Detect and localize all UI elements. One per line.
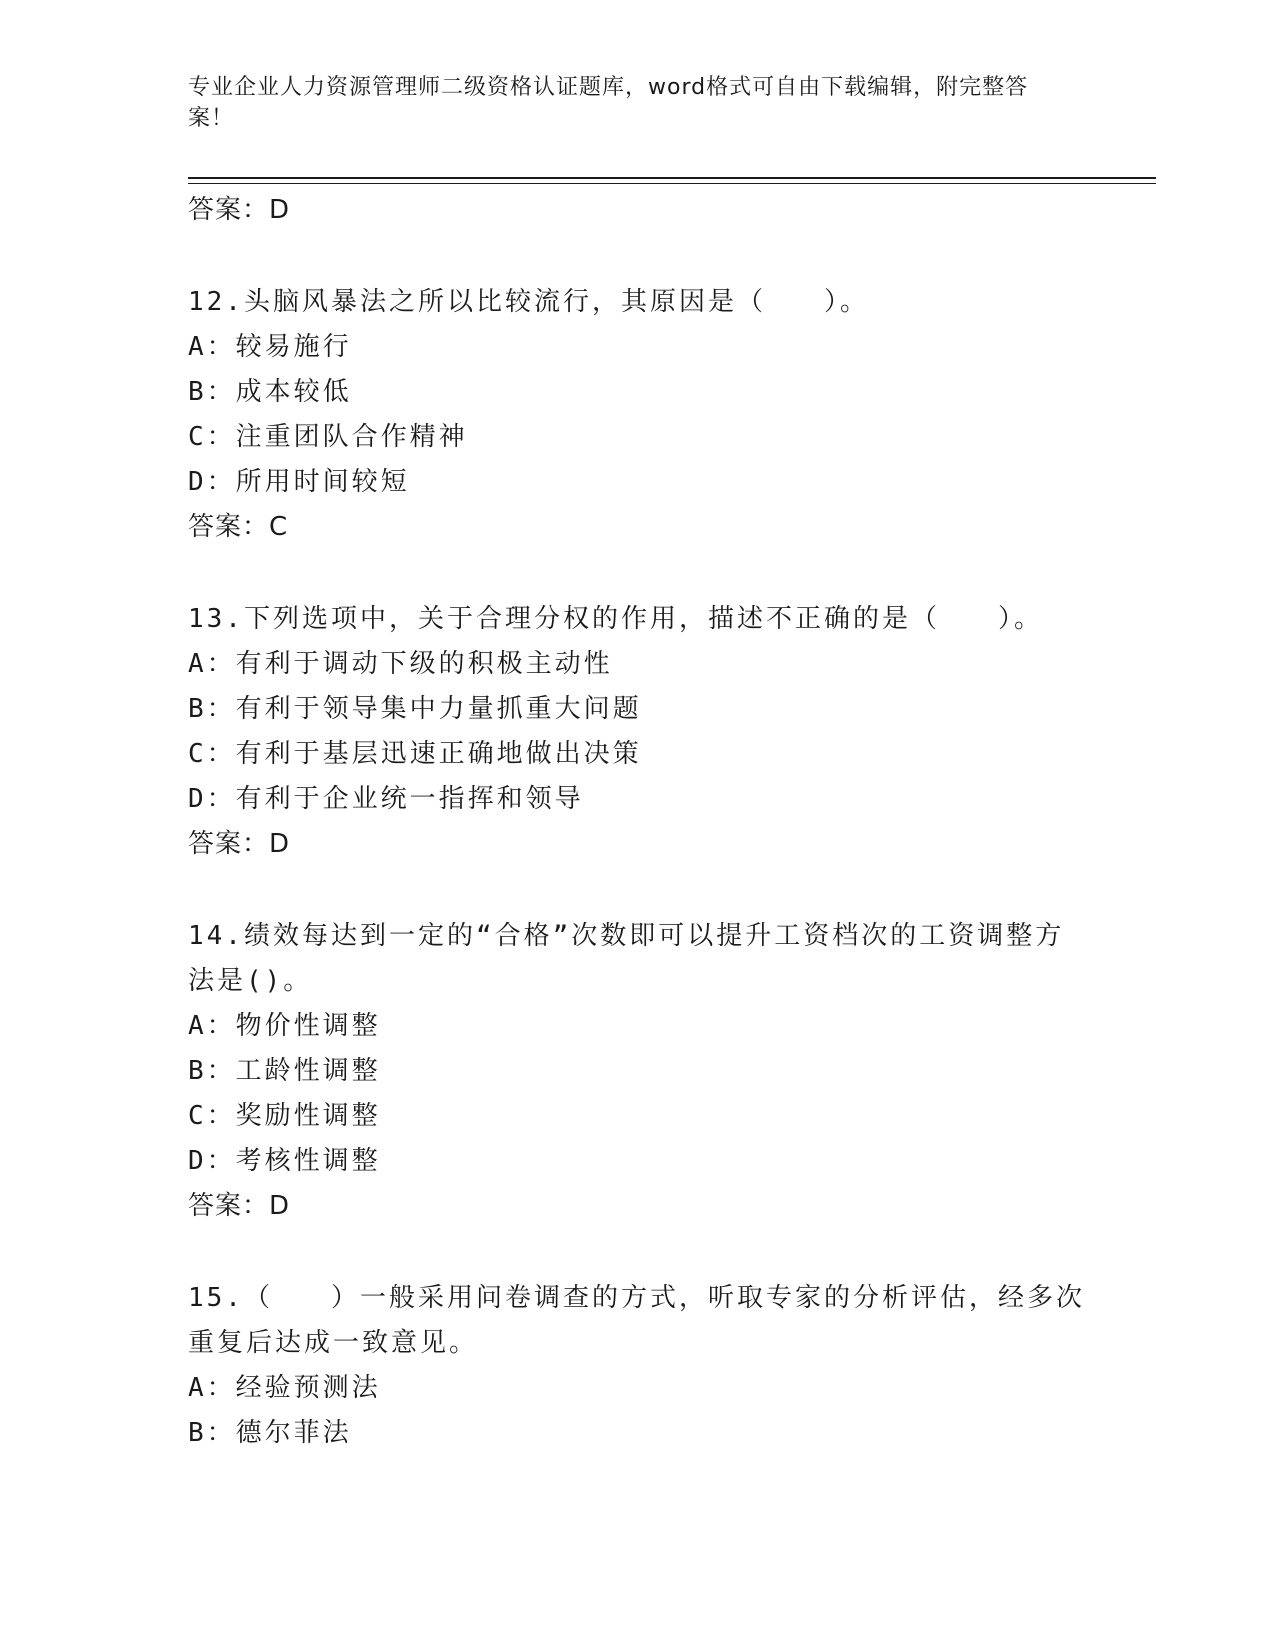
question-stem: 12.头脑风暴法之所以比较流行，其原因是（ ）。 bbox=[188, 287, 869, 317]
option-a: A：有利于调动下级的积极主动性 bbox=[188, 649, 613, 679]
spacer bbox=[188, 549, 1088, 597]
answer-line: 答案：D bbox=[188, 829, 291, 859]
question-block bbox=[188, 914, 1088, 1228]
option-b: B：成本较低 bbox=[188, 377, 352, 407]
header-rule-thick bbox=[188, 177, 1156, 179]
option-b: B：有利于领导集中力量抓重大问题 bbox=[188, 694, 642, 724]
option-c: C：奖励性调整 bbox=[188, 1101, 381, 1131]
question-stem: 13.下列选项中，关于合理分权的作用，描述不正确的是（ ）。 bbox=[188, 604, 1043, 634]
question-block bbox=[188, 1276, 1088, 1456]
option-a: A：经验预测法 bbox=[188, 1373, 381, 1403]
spacer bbox=[188, 1228, 1088, 1276]
question-stem: 14.绩效每达到一定的“合格”次数即可以提升工资档次的工资调整方法是()。 bbox=[188, 921, 1065, 996]
option-c: C：有利于基层迅速正确地做出决策 bbox=[188, 739, 642, 769]
option-d: D：考核性调整 bbox=[188, 1146, 381, 1176]
header-rule-thin bbox=[188, 183, 1156, 184]
answer-line: 答案：D bbox=[188, 195, 291, 225]
option-d: D：有利于企业统一指挥和领导 bbox=[188, 784, 584, 814]
answer-line: 答案：D bbox=[188, 1191, 291, 1221]
question-block bbox=[188, 280, 1088, 549]
option-b: B：德尔菲法 bbox=[188, 1418, 352, 1448]
answer-line: 答案：C bbox=[188, 512, 289, 542]
option-a: A：较易施行 bbox=[188, 332, 352, 362]
header-note: 专业企业人力资源管理师二级资格认证题库，word格式可自由下载编辑，附完整答案！ bbox=[188, 75, 1029, 131]
option-a: A：物价性调整 bbox=[188, 1011, 381, 1041]
option-c: C：注重团队合作精神 bbox=[188, 422, 468, 452]
question-stem: 15.（ ）一般采用问卷调查的方式，听取专家的分析评估，经多次重复后达成一致意见。 bbox=[188, 1283, 1085, 1358]
option-b: B：工龄性调整 bbox=[188, 1056, 381, 1086]
question-block bbox=[188, 597, 1088, 866]
question-list bbox=[188, 188, 1088, 1456]
option-d: D：所用时间较短 bbox=[188, 467, 410, 497]
spacer bbox=[188, 232, 1088, 280]
spacer bbox=[188, 866, 1088, 914]
